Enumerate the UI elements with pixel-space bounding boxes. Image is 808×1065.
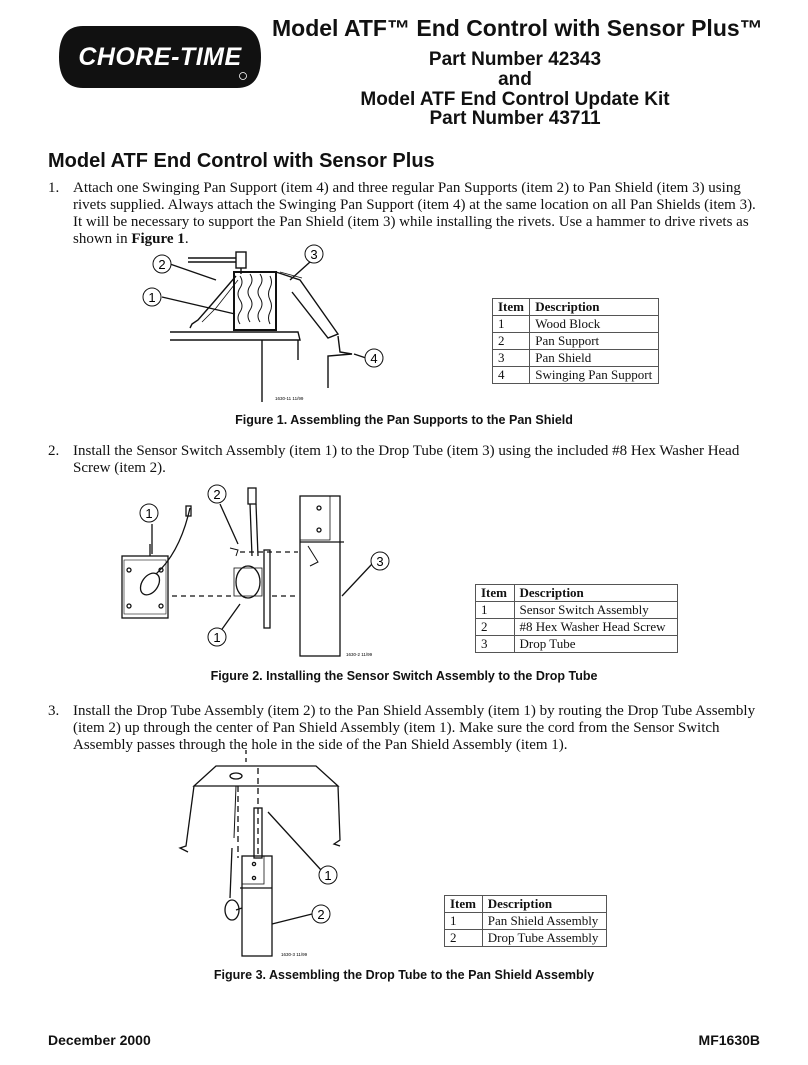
figure-1-drawing bbox=[140, 242, 378, 404]
figure-2-callout-3: 3 bbox=[376, 554, 384, 569]
figure-3-item-table: Item Description 1 Pan Shield Assembly 2 Drop Tube Assembly bbox=[444, 895, 607, 947]
table-row: 3 Pan Shield bbox=[493, 350, 659, 367]
figure-1-callout-4: 4 bbox=[370, 351, 378, 366]
figure-2-item-table: Item Description 1 Sensor Switch Assembly 2 #8 Hex Washer Head Screw 3 Drop Tube bbox=[475, 584, 678, 653]
table-row: 2 Drop Tube Assembly bbox=[445, 930, 607, 947]
step-text: Attach one Swinging Pan Support (item 4) and three regular Pan Supports (item 2) to Pan Shield (item 3) using rivets supplied. Always attach the Swinging Pan Support (item 4) at the same location on all Pan Shields (item 3). It will be necessary to support the Pan Shield (item 3) while installing the rivets. Use a hammer to drive rivets as shown in Figure 1. bbox=[73, 180, 756, 247]
and-line: and bbox=[498, 69, 532, 90]
figure-2-caption: Figure 2. Installing the Sensor Switch Assembly to the Drop Tube bbox=[210, 669, 598, 683]
step-1 bbox=[48, 180, 760, 250]
part-number-line: Part Number 42343 bbox=[428, 49, 602, 70]
footer-date: December 2000 bbox=[48, 1032, 151, 1048]
step-3 bbox=[48, 703, 760, 755]
update-kit-part-number-line: Part Number 43711 bbox=[429, 108, 601, 129]
figure-1-code: 1630-11 11/99 bbox=[275, 396, 304, 401]
figure-2-callout-1-top: 1 bbox=[145, 506, 153, 521]
step-number: 1. bbox=[48, 180, 60, 196]
table-row: 1 Wood Block bbox=[493, 316, 659, 333]
figure-3-code: 1630-3 11/99 bbox=[281, 952, 308, 957]
figure-3-caption: Figure 3. Assembling the Drop Tube to the Pan Shield Assembly bbox=[213, 968, 595, 982]
document-title: Model ATF™ End Control with Sensor Plus™ bbox=[272, 15, 763, 41]
figure-1-item-table: Item Description 1 Wood Block 2 Pan Support 3 Pan Shield 4 Swinging Pan Support bbox=[492, 298, 659, 384]
table-row: 2 Pan Support bbox=[493, 333, 659, 350]
figure-2-drawing bbox=[130, 484, 390, 660]
figure-1-caption: Figure 1. Assembling the Pan Supports to the Pan Shield bbox=[235, 413, 573, 427]
step-number: 3. bbox=[48, 703, 60, 719]
figure-3-callout-2: 2 bbox=[317, 907, 325, 922]
step-text: Install the Drop Tube Assembly (item 2) to the Pan Shield Assembly (item 1) by routing the Drop Tube Assembly (item 2) up through the center of Pan Shield Assembly (item 1). Make sure the cord from the Sensor Switch Assembly passes through the hole in the side of the Pan Shield Assembly (item 1). bbox=[73, 703, 756, 753]
table-row: 4 Swinging Pan Support bbox=[493, 367, 659, 384]
figure-2-code: 1630-2 11/99 bbox=[346, 652, 373, 657]
table-row: 1 Pan Shield Assembly bbox=[445, 913, 607, 930]
footer-doc-number: MF1630B bbox=[698, 1032, 760, 1048]
update-kit-line: Model ATF End Control Update Kit bbox=[360, 89, 670, 110]
step-number: 2. bbox=[48, 443, 60, 459]
figure-1-callout-3: 3 bbox=[310, 247, 318, 262]
step-text: Install the Sensor Switch Assembly (item 1) to the Drop Tube (item 3) using the included #8 Hex Washer Head Screw (item 2). bbox=[73, 443, 740, 476]
figure-2-callout-1-bottom: 1 bbox=[213, 630, 221, 645]
section-title: Model ATF End Control with Sensor Plus bbox=[48, 150, 435, 172]
table-row: 1 Sensor Switch Assembly bbox=[476, 602, 678, 619]
figure-reference: Figure 1 bbox=[131, 231, 185, 247]
figure-3-drawing bbox=[176, 748, 356, 958]
logo-text: CHORE-TIME bbox=[78, 43, 242, 71]
figure-3-callout-1: 1 bbox=[324, 868, 332, 883]
step-2 bbox=[48, 443, 760, 479]
table-row: 2 #8 Hex Washer Head Screw bbox=[476, 619, 678, 636]
table-row: 3 Drop Tube bbox=[476, 636, 678, 653]
figure-1-callout-2: 2 bbox=[158, 257, 166, 272]
figure-2-callout-2: 2 bbox=[213, 487, 221, 502]
chore-time-logo bbox=[55, 22, 265, 92]
figure-1-callout-1: 1 bbox=[148, 290, 156, 305]
